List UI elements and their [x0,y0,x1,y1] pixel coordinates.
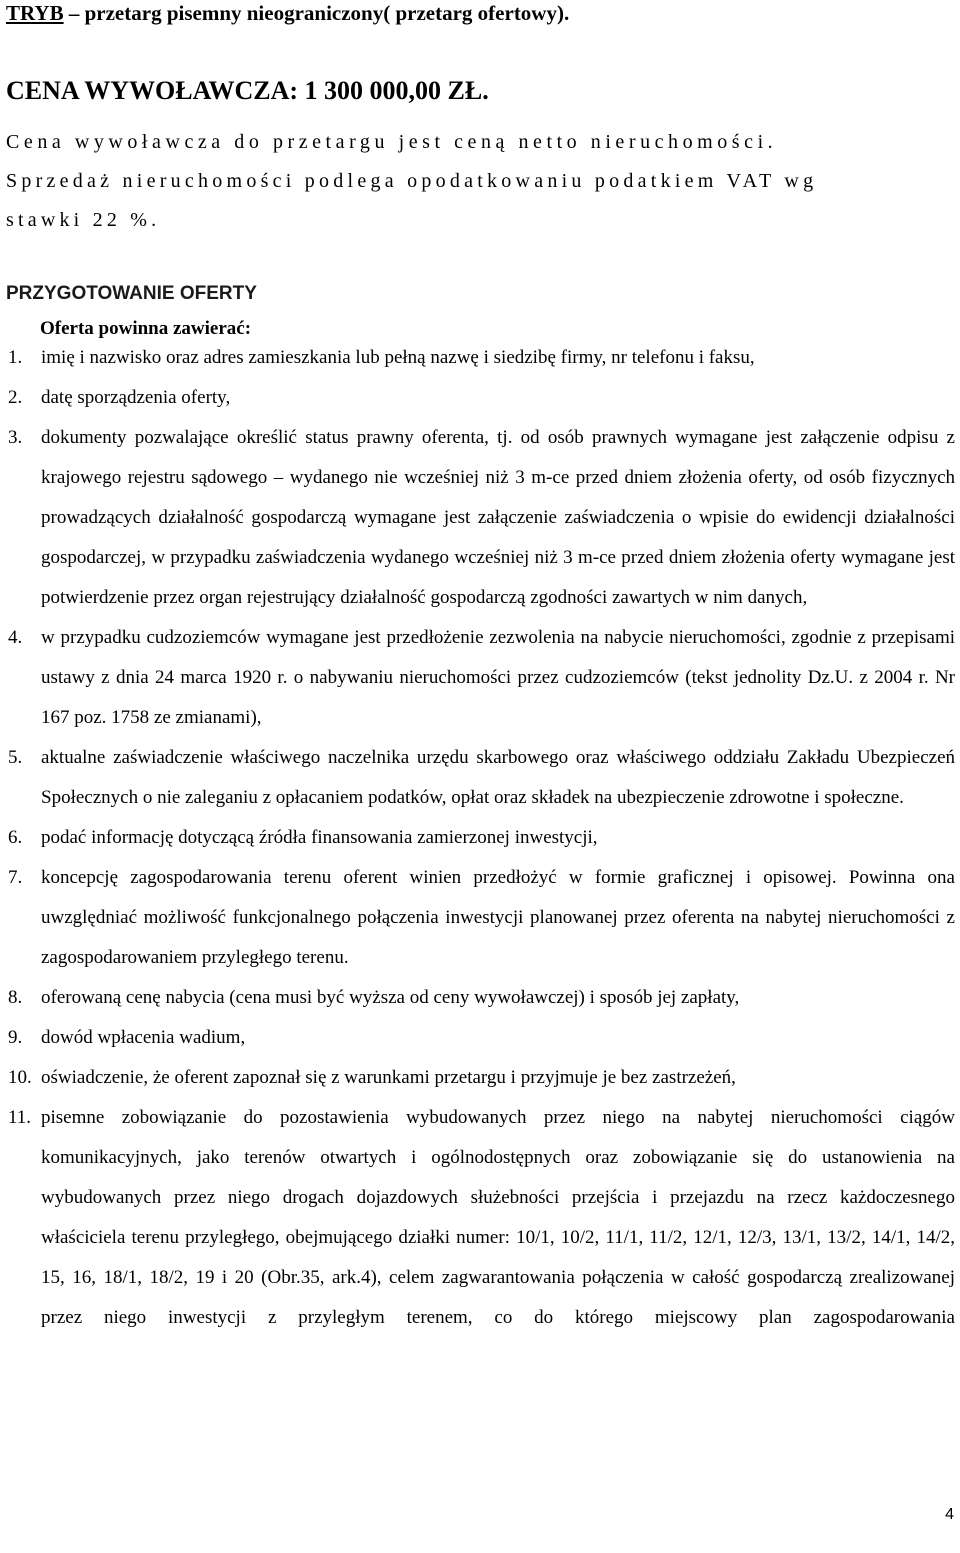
item-number: 4. [8,627,23,648]
section-subtitle: Oferta powinna zawierać: [40,318,252,339]
list-item [0,858,960,978]
item-text: oświadczenie, że oferent zapoznał się z warunkami przetargu i przyjmuje je bez zastrzeżeń, [41,1067,736,1088]
list-item [0,618,960,738]
requirements-list [0,338,960,1338]
section-title: PRZYGOTOWANIE OFERTY [6,283,257,304]
item-text: dokumenty pozwalające określić status prawny oferenta, tj. od osób prawnych wymagane jest załączenie odpisu z krajowego rejestru sądowego – wydanego nie wcześniej niż 3 m-ce przed dniem złożenia oferty, od osób fizycznych prowadzących działalność gospodarczą wymagane jest załączenie zaświadczenia o wpisie do ewidencji działalności gospodarczej, w przypadku zaświadczenia wydanego wcześniej niż 3 m-ce przed dniem złożenia oferty wymagane jest potwierdzenie przez organ rejestrujący działalność gospodarczą zgodności zawartych w nim danych, [41,427,955,608]
item-text: w przypadku cudzoziemców wymagane jest przedłożenie zezwolenia na nabycie nieruchomości, zgodnie z przepisami ustawy z dnia 24 marca 1920 r. o nabywaniu nieruchomości przez cudzoziemców (tekst jednolity Dz.U. z 2004 r. Nr 167 poz. 1758 ze zmianami), [41,627,955,728]
cena-wywolawcza: CENA WYWOŁAWCZA: 1 300 000,00 ZŁ. [6,76,489,105]
item-number: 11. [8,1107,32,1128]
item-text: datę sporządzenia oferty, [41,387,231,408]
list-item [0,1098,960,1338]
item-number: 1. [8,347,23,368]
item-number: 3. [8,427,23,448]
note-line-1: Cena wywoławcza do przetargu jest ceną netto nieruchomości. [6,131,778,153]
item-text: aktualne zaświadczenie właściwego naczelnika urzędu skarbowego oraz właściwego oddziału Zakładu Ubezpieczeń Społecznych o nie zaleganiu z opłacaniem podatków, opłat oraz składek na ubezpieczenie zdrowotne i społeczne. [41,747,955,808]
list-item [0,978,960,1018]
item-number: 6. [8,827,23,848]
list-item [0,338,960,378]
note-line-3: stawki 22 %. [6,209,161,231]
item-text: podać informację dotyczącą źródła finansowania zamierzonej inwestycji, [41,827,598,848]
item-text: dowód wpłacenia wadium, [41,1027,246,1048]
item-number: 8. [8,987,23,1008]
list-item [0,738,960,818]
item-text: koncepcję zagospodarowania terenu oferent winien przedłożyć w formie graficznej i opisowej. Powinna ona uwzględniać możliwość funkcjonalnego połączenia inwestycji planowanej przez oferenta na nabytej nieruchomości z zagospodarowaniem przyległego terenu. [41,867,955,968]
item-text: oferowaną cenę nabycia (cena musi być wyższa od ceny wywoławczej) i sposób jej zapłaty, [41,987,740,1008]
item-number: 2. [8,387,23,408]
tryb-label: TRYB [6,1,64,25]
note-line-2: Sprzedaż nieruchomości podlega opodatkowaniu podatkiem VAT wg [6,170,818,192]
item-number: 10. [8,1067,32,1088]
list-item [0,1058,960,1098]
item-text: imię i nazwisko oraz adres zamieszkania lub pełną nazwę i siedzibę firmy, nr telefonu i faksu, [41,347,755,368]
list-item [0,378,960,418]
item-number: 5. [8,747,23,768]
page-number: 4 [945,1506,954,1523]
tryb-line [6,0,569,26]
list-item [0,1018,960,1058]
item-number: 9. [8,1027,23,1048]
list-item [0,818,960,858]
item-text: pisemne zobowiązanie do pozostawienia wybudowanych przez niego na nabytej nieruchomości ciągów komunikacyjnych, jako terenów otwartych i ogólnodostępnych oraz zobowiązanie się do ustanowienia na wybudowanych przez niego drogach dojazdowych służebności przejścia i przejazdu na rzecz każdoczesnego właściciela terenu przyległego, obejmującego działki numer: 10/1, 10/2, 11/1, 11/2, 12/1, 12/3, 13/1, 13/2, 14/1, 14/2, 15, 16, 18/1, 18/2, 19 i 20 (Obr.35, ark.4), celem zagwarantowania połączenia w całość gospodarczą zrealizowanej przez niego inwestycji z przyległym terenem, co do którego miejscowy plan zagospodarowania [41,1107,955,1328]
tryb-text: – przetarg pisemny nieograniczony( przetarg ofertowy). [63,1,570,25]
item-number: 7. [8,867,23,888]
list-item [0,418,960,618]
